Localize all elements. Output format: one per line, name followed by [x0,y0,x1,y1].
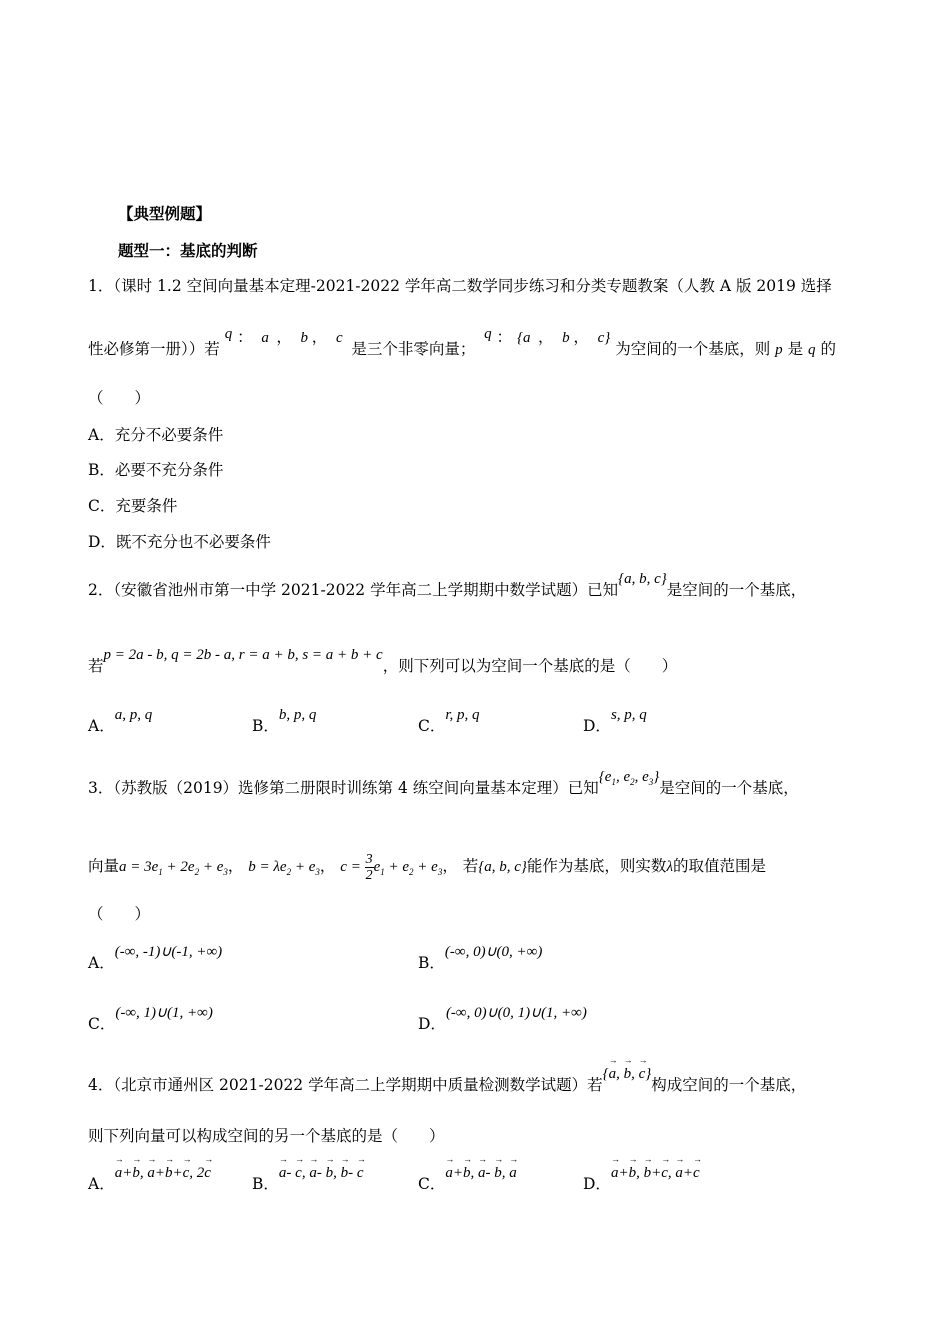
q1-option-d[interactable]: D．既不充分也不必要条件 [88,533,271,551]
q4-option-a[interactable]: A．→ a+→ b, → a+→ b+→ c, 2→ c [88,1172,211,1194]
q1-option-b[interactable]: B．必要不充分条件 [88,461,224,479]
q4-option-c[interactable]: C．→ a+→ b, → a- → b, → a [418,1172,517,1194]
q1-stem-line2: 性必修第一册））若 q ： a ， b ， c 是三个非零向量； q ： {a ， b ， c} 为空间的一个基底，则 p 是 q 的 [88,326,836,358]
q3-option-c[interactable]: C．(-∞, 1)∪(1, +∞) [88,1005,213,1033]
q2-option-d[interactable]: D．s, p, q [583,707,647,735]
section-title: 【典型例题】 [118,204,212,223]
q2-option-b[interactable]: B．b, p, q [252,707,317,735]
q4-stem-line2: 则下列向量可以构成空间的另一个基底的是（ ） [88,1127,445,1145]
q1-option-a[interactable]: A．充分不必要条件 [88,426,224,444]
q3-option-a[interactable]: A．(-∞, -1)∪(-1, +∞) [88,944,223,972]
q3-stem-line1: 3．（苏教版（2019）选修第二册限时训练第 4 练空间向量基本定理）已知{$e_1$, $e_2$, $e_3$}是空间的一个基底， [88,769,799,797]
q1-paren: （ ） [88,389,151,407]
q2-option-a[interactable]: A．a, p, q [88,707,153,735]
q4-option-b[interactable]: B．→ a- → c, → a- → b, → b- → c [252,1172,363,1194]
q1-stem-line1: 1．（课时 1.2 空间向量基本定理-2021-2022 学年高二数学同步练习和分类专题教案（人教 A 版 2019 选择 [88,277,832,295]
q4-stem-line1: 4．（北京市通州区 2021-2022 学年高二上学期期中质量检测数学试题）若{→ a, → b, → c}构成空间的一个基底， [88,1073,806,1095]
q3-option-b[interactable]: B．(-∞, 0)∪(0, +∞) [418,944,543,972]
q2-stem-line1: 2．（安徽省池州市第一中学 2021-2022 学年高二上学期期中数学试题）已知{a, b, c}是空间的一个基底， [88,571,807,599]
type-title: 题型一：基底的判断 [118,241,258,260]
q2-option-c[interactable]: C．r, p, q [418,707,480,735]
q3-paren: （ ） [88,905,151,923]
q4-option-d[interactable]: D．→ a+→ b, → b+→ c, → a+→ c [583,1172,700,1194]
q3-option-d[interactable]: D．(-∞, 0)∪(0, 1)∪(1, +∞) [418,1005,587,1033]
q3-stem-line2: 向量$a = 3e_1 + 2e_2 + e_3$， $b = \lambda e_2 + e_3$， c = $\frac{3}{2}$ $e_1 + e_2 + e_3$， 若{a, b, c}能作为基底，则实数λ的取值范围是 [88,852,766,883]
q2-stem-line2: 若p = 2a - b, q = 2b - a, r = a + b, s = a + b + c，则下列可以为空间一个基底的是（ ） [88,647,678,675]
q1-option-c[interactable]: C．充要条件 [88,497,178,515]
